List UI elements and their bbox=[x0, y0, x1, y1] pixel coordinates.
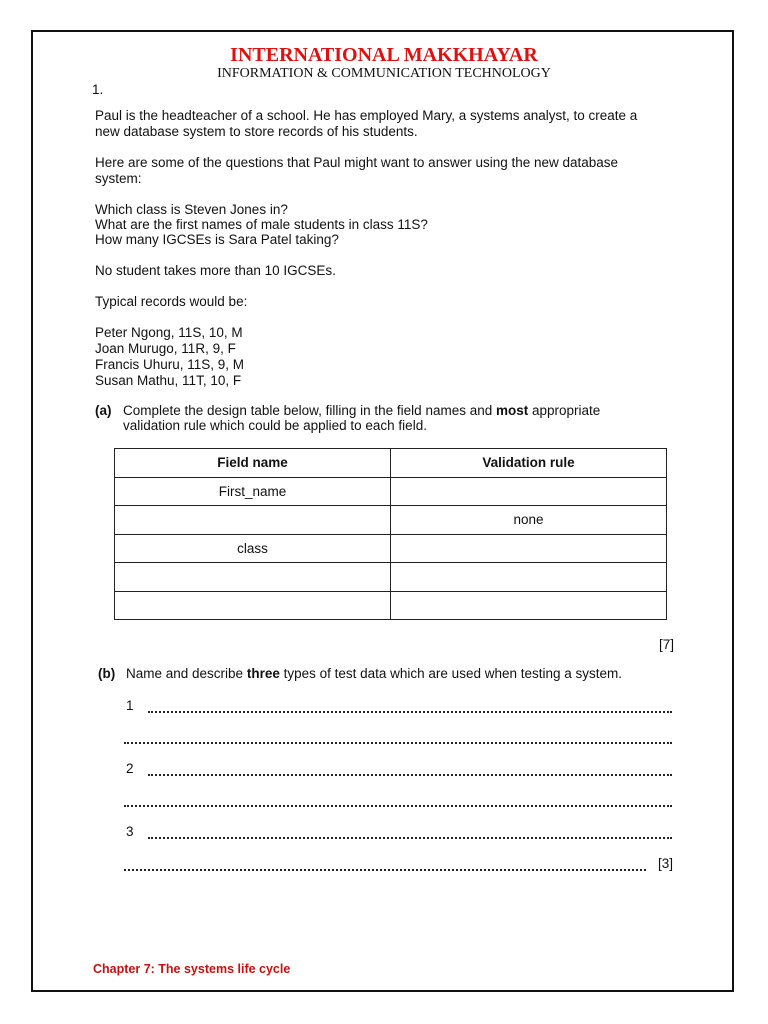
question-item: Which class is Steven Jones in? bbox=[95, 202, 288, 217]
intro-line-2: new database system to store records of his students. bbox=[95, 124, 418, 139]
part-b-instruction: Name and describe three types of test data which are used when testing a system. bbox=[126, 666, 623, 681]
field-name-cell[interactable] bbox=[115, 563, 391, 592]
table-row bbox=[115, 591, 667, 620]
question-number: 1. bbox=[92, 82, 104, 97]
record-item: Susan Mathu, 11T, 10, F bbox=[95, 373, 242, 388]
part-a-line-1: Complete the design table below, filling in the field names and most appropriate bbox=[123, 403, 601, 418]
field-name-cell[interactable]: First_name bbox=[115, 477, 391, 506]
record-item: Peter Ngong, 11S, 10, M bbox=[95, 325, 243, 340]
answer-line[interactable] bbox=[148, 837, 672, 839]
page-subtitle: INFORMATION & COMMUNICATION TECHNOLOGY bbox=[217, 66, 551, 81]
part-a-label: (a) bbox=[95, 403, 112, 418]
answer-number: 3 bbox=[126, 824, 134, 839]
part-a-marks: [7] bbox=[659, 637, 675, 652]
answer-number: 1 bbox=[126, 698, 134, 713]
intro-line-1: Paul is the headteacher of a school. He has employed Mary, a systems analyst, to create a bbox=[95, 108, 638, 123]
intro-line-3: Here are some of the questions that Paul might want to answer using the new database bbox=[95, 155, 619, 170]
answer-line[interactable] bbox=[124, 805, 672, 807]
answer-line[interactable] bbox=[148, 774, 672, 776]
table-row bbox=[115, 477, 667, 506]
question-item: What are the first names of male students in class 11S? bbox=[95, 217, 428, 232]
part-b-label: (b) bbox=[98, 666, 116, 681]
table-row bbox=[115, 506, 667, 535]
column-header-validation-rule: Validation rule bbox=[391, 449, 667, 478]
validation-rule-cell[interactable] bbox=[391, 534, 667, 563]
answer-line[interactable] bbox=[124, 869, 646, 871]
validation-rule-cell[interactable] bbox=[391, 563, 667, 592]
footer-chapter: Chapter 7: The systems life cycle bbox=[93, 962, 291, 976]
table-header-row bbox=[115, 449, 667, 478]
answer-line[interactable] bbox=[148, 711, 672, 713]
table-row bbox=[115, 534, 667, 563]
record-item: Francis Uhuru, 11S, 9, M bbox=[95, 357, 245, 372]
answer-number: 2 bbox=[126, 761, 134, 776]
table-row bbox=[115, 563, 667, 592]
part-b-marks: [3] bbox=[658, 856, 674, 871]
records-heading: Typical records would be: bbox=[95, 294, 248, 309]
validation-rule-cell[interactable] bbox=[391, 477, 667, 506]
page-title: INTERNATIONAL MAKKHAYAR bbox=[230, 44, 538, 66]
field-name-cell[interactable]: class bbox=[115, 534, 391, 563]
intro-line-4: system: bbox=[95, 171, 142, 186]
part-a-line-2: validation rule which could be applied to each field. bbox=[123, 418, 427, 433]
answer-line[interactable] bbox=[124, 742, 672, 744]
field-name-cell[interactable] bbox=[115, 591, 391, 620]
record-item: Joan Murugo, 11R, 9, F bbox=[95, 341, 236, 356]
constraint-note: No student takes more than 10 IGCSEs. bbox=[95, 263, 336, 278]
column-header-field-name: Field name bbox=[115, 449, 391, 478]
validation-rule-cell[interactable]: none bbox=[391, 506, 667, 535]
validation-rule-cell[interactable] bbox=[391, 591, 667, 620]
field-name-cell[interactable] bbox=[115, 506, 391, 535]
design-table bbox=[114, 448, 667, 620]
question-item: How many IGCSEs is Sara Patel taking? bbox=[95, 232, 339, 247]
